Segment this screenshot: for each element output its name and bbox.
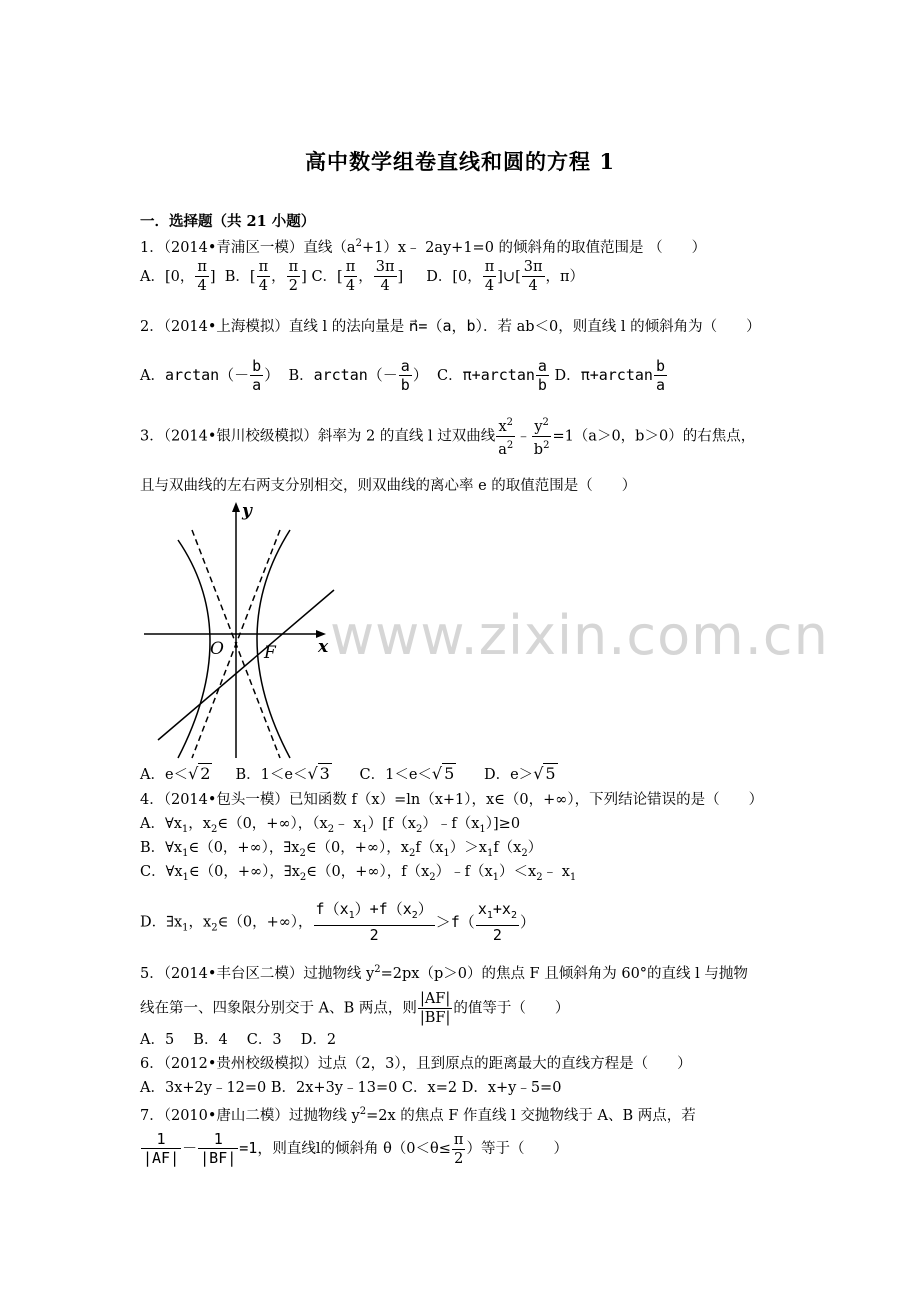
page-title: 高中数学组卷直线和圆的方程 1 <box>305 149 615 174</box>
hyperbola-figure <box>140 496 340 762</box>
label-y: y <box>242 501 252 521</box>
q2-option-c[interactable]: C．π+arctan $\frac{a}{b}$ <box>437 357 547 394</box>
q6-options[interactable]: A．3x+2y﹣12=0 B．2x+3y﹣13=0 C．x=2 D．x+y﹣5=0 <box>140 1080 562 1096</box>
q1-option-c[interactable]: C．[ $\frac{\pi}{4}$ ， $\frac{3\pi}{4}$ ] <box>311 259 404 294</box>
section-heading: 一．选择题（共 21 小题） <box>140 213 316 230</box>
q1-option-d[interactable]: D．[0， $\frac{\pi}{4}$ ]∪[ $\frac{3\pi}{4}$ ，π） <box>426 259 585 294</box>
y-axis-arrow <box>232 502 240 512</box>
q1-option-b[interactable]: B．[ $\frac{\pi}{4}$ ， $\frac{\pi}{2}$ ] <box>224 259 307 294</box>
label-origin: O <box>210 639 224 659</box>
q3-option-a[interactable]: A．e＜√ 2 <box>140 764 211 783</box>
q4-option-d[interactable]: D．$\exists x_1$，$x_2\in(0$，+∞）， $\frac{f(x_1)+f(x_2)}{2}$ ＞f（ $\frac{x_1+x_2}{2}$ ） <box>140 900 535 944</box>
q3-option-c[interactable]: C．1＜e＜√ 5 <box>359 764 455 783</box>
q4-option-b[interactable]: B．$\forall x_1\in(0$，+∞），$\exists x_2\in(0$，+∞），$x_2f(x_1)>x_1f(x_2)$ <box>140 840 543 859</box>
q5-stem: 5．（2014•丰台区二模）过抛物线 $y^2=2px(p>0)$的焦点 F 且倾斜角为 60°的直线 l 与抛物 <box>140 964 748 982</box>
line-l <box>158 590 334 740</box>
q5-stem-cont: 线在第一、四象限分别交于 A、B 两点，则 $\frac{|AF|}{|BF|}$ 的值等于（ ） <box>140 991 570 1026</box>
q4-option-a[interactable]: A．$\forall x_1$，$x_2\in(0$，+∞），（$x_2﹣$ $x_1)[f(x_2)﹣f(x_1)]\ge 0$ <box>140 816 521 835</box>
q4-option-c[interactable]: C．$\forall x_1\in(0$，+∞），$\exists x_2\in(0$，+∞），$f(x_2)﹣f(x_1)<x_2﹣$ $x_1$ <box>140 864 577 883</box>
q4-stem: 4．（2014•包头一模）已知函数 f（x）=ln（x+1），x∈（0，+∞），下列结论错误的是（ ） <box>140 792 764 808</box>
watermark: www.zixin.com.cn <box>330 604 829 667</box>
hyperbola-left-branch <box>178 540 210 758</box>
q6-stem: 6．（2012•贵州校级模拟）过点（2，3），且到原点的距离最大的直线方程是（ ） <box>140 1056 692 1072</box>
q2-option-b[interactable]: B．arctan（－ $\frac{a}{b}$ ） <box>288 357 428 394</box>
q5-options[interactable]: A．5 B．4 C．3 D．2 <box>140 1032 337 1048</box>
q1-options <box>140 258 584 295</box>
q2-stem: 2．（2014•上海模拟）直线 l 的法向量是 n⃗=（a，b）．若 ab＜0，则直线 l 的倾斜角为（ ） <box>140 317 761 335</box>
label-x: x <box>318 637 329 657</box>
q2-option-a[interactable]: A．arctan（－ $\frac{b}{a}$ ） <box>140 357 280 394</box>
q7-stem-cont: $\frac{1}{|AF|}$ － $\frac{1}{|BF|}$ =1，则直线l的倾斜角 θ（0＜θ≤ $\frac{\pi}{2}$ ）等于（ ） <box>143 1130 568 1167</box>
q2-options <box>140 357 668 394</box>
q3-stem: 3．（2014•银川校级模拟）斜率为 2 的直线 l 过双曲线 $\frac{x^2}{a^2}$ ﹣ $\frac{y^2}{b^2}$ =1（a＞0，b＞0）的右焦点， <box>140 414 755 459</box>
q7-stem: 7．（2010•唐山二模）过抛物线 $y^2=2x$ 的焦点 F 作直线 l 交抛物线于 A、B 两点，若 <box>140 1106 696 1124</box>
q1-stem: 1．（2014•青浦区一模）直线$(a^2+1)x﹣$ 2ay+1=0 的倾斜角的取值范围是 （ ） <box>140 238 707 256</box>
q3-option-b[interactable]: B．1＜e＜√ 3 <box>235 764 330 783</box>
q3-stem-cont: 且与双曲线的左右两支分别相交，则双曲线的离心率 e 的取值范围是（ ） <box>140 478 637 494</box>
label-focus: F <box>264 643 276 663</box>
q1-option-a[interactable]: A．[0， $\frac{\pi}{4}$ ] <box>140 259 216 294</box>
q2-option-d[interactable]: D．π+arctan $\frac{b}{a}$ <box>554 357 665 394</box>
q3-options <box>140 764 558 785</box>
q3-option-d[interactable]: D．e＞√ 5 <box>483 764 556 783</box>
